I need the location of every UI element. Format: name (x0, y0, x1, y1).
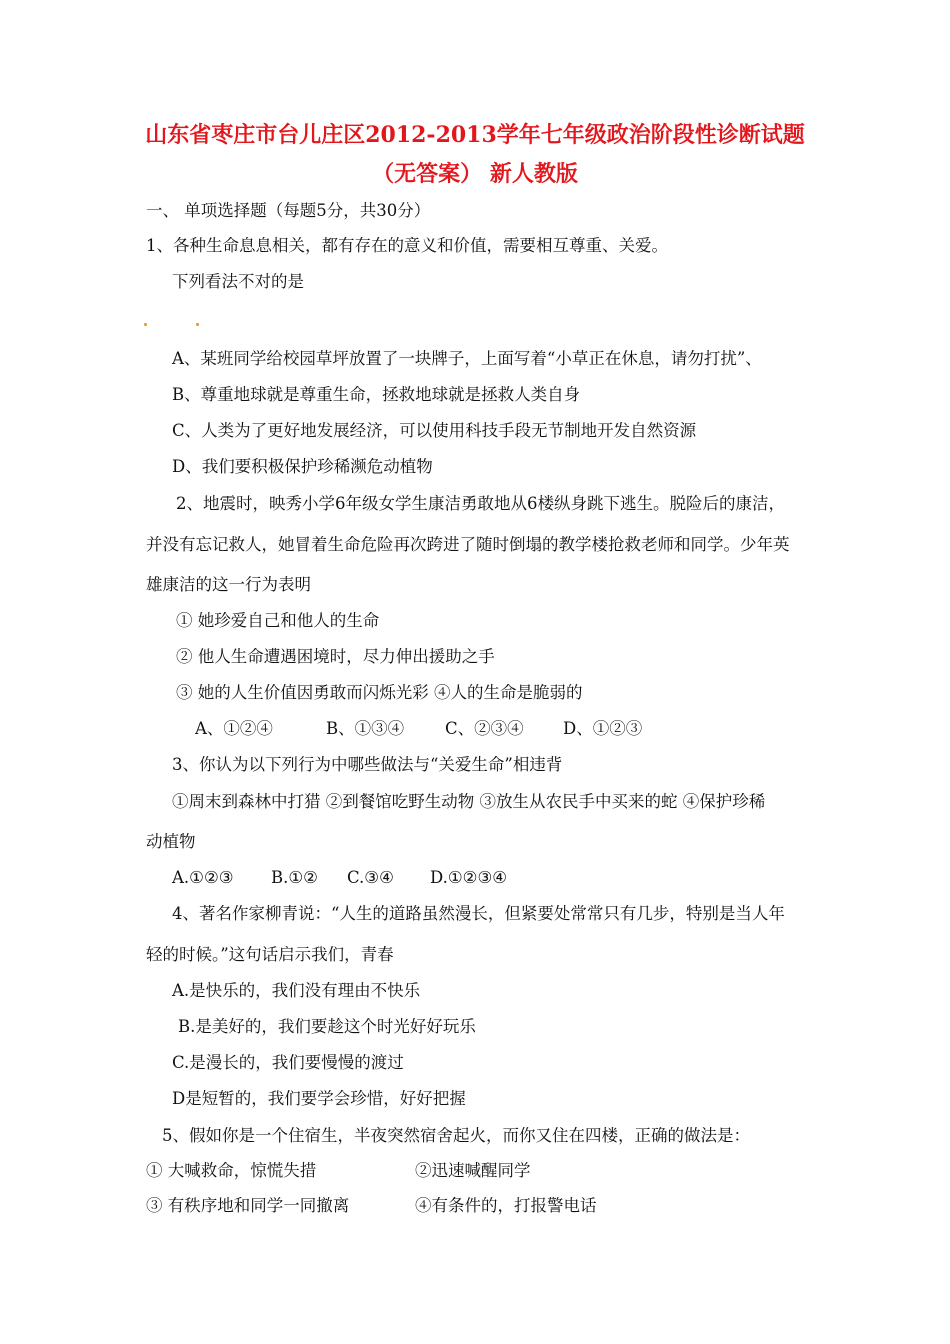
title-line-2: （无答案） 新人教版 (372, 161, 578, 187)
q2-item-3-4: ③ 她的人生价值因勇敢而闪烁光彩 ④人的生命是脆弱的 (176, 683, 583, 702)
q5-item-4: ④有条件的，打报警电话 (415, 1196, 597, 1215)
q3-answer-b: B.①② (271, 868, 318, 887)
q1-stem: 1、各种生命息息相关，都有存在的意义和价值，需要相互尊重、关爱。 (146, 236, 668, 255)
q2-stem-line-1: 2、地震时，映秀小学6年级女学生康洁勇敢地从6楼纵身跳下逃生。脱险后的康洁， (176, 494, 785, 513)
q2-answer-d: D、①②③ (563, 719, 643, 738)
q2-stem-line-3: 雄康洁的这一行为表明 (146, 575, 311, 594)
q5-item-3: ③ 有秩序地和同学一同撤离 (146, 1196, 350, 1215)
q2-item-2: ② 他人生命遭遇困境时，尽力伸出援助之手 (176, 647, 495, 666)
q3-answer-c: C.③④ (347, 868, 394, 887)
q3-items-line-1: ①周末到森林中打猎 ②到餐馆吃野生动物 ③放生从农民手中买来的蛇 ④保护珍稀 (172, 792, 766, 811)
q4-option-a: A.是快乐的，我们没有理由不快乐 (172, 981, 421, 1000)
q1-prompt: 下列看法不对的是 (172, 272, 304, 291)
q4-stem-line-2: 轻的时候。”这句话启示我们，青春 (146, 945, 394, 964)
q2-answer-c: C、②③④ (445, 719, 524, 738)
q3-stem: 3、你认为以下列行为中哪些做法与“关爱生命”相违背 (172, 755, 563, 774)
q3-answer-a: A.①②③ (172, 868, 234, 887)
q2-answer-a: A、①②④ (195, 719, 273, 738)
q1-option-a: A、某班同学给校园草坪放置了一块牌子，上面写着“小草正在休息，请勿打扰”、 (172, 349, 762, 368)
scan-mark (144, 323, 147, 326)
q1-option-b: B、尊重地球就是尊重生命，拯救地球就是拯救人类自身 (172, 385, 581, 404)
q4-stem-line-1: 4、著名作家柳青说：“人生的道路虽然漫长，但紧要处常常只有几步，特别是当人年 (172, 904, 785, 923)
q2-answer-b: B、①③④ (326, 719, 405, 738)
q2-stem-line-2: 并没有忘记救人，她冒着生命危险再次跨进了随时倒塌的教学楼抢救老师和同学。少年英 (146, 535, 790, 554)
section-heading: 一、 单项选择题（每题5分，共30分） (146, 201, 431, 220)
q3-items-line-2: 动植物 (146, 832, 196, 851)
title-line-1: 山东省枣庄市台儿庄区2012-2013学年七年级政治阶段性诊断试题 (145, 122, 805, 148)
q2-item-1: ① 她珍爱自己和他人的生命 (176, 611, 380, 630)
q4-option-c: C.是漫长的，我们要慢慢的渡过 (172, 1053, 404, 1072)
q4-option-b: B.是美好的，我们要趁这个时光好好玩乐 (178, 1017, 476, 1036)
q5-item-1: ① 大喊救命，惊慌失措 (146, 1161, 317, 1180)
scan-mark (196, 323, 199, 326)
q1-option-c: C、人类为了更好地发展经济，可以使用科技手段无节制地开发自然资源 (172, 421, 697, 440)
q4-option-d: D是短暂的，我们要学会珍惜，好好把握 (172, 1089, 466, 1108)
q3-answer-d: D.①②③④ (430, 868, 508, 887)
q5-stem: 5、假如你是一个住宿生，半夜突然宿舍起火，而你又住在四楼，正确的做法是： (162, 1126, 750, 1145)
q1-option-d: D、我们要积极保护珍稀濒危动植物 (172, 457, 433, 476)
q5-item-2: ②迅速喊醒同学 (415, 1161, 531, 1180)
